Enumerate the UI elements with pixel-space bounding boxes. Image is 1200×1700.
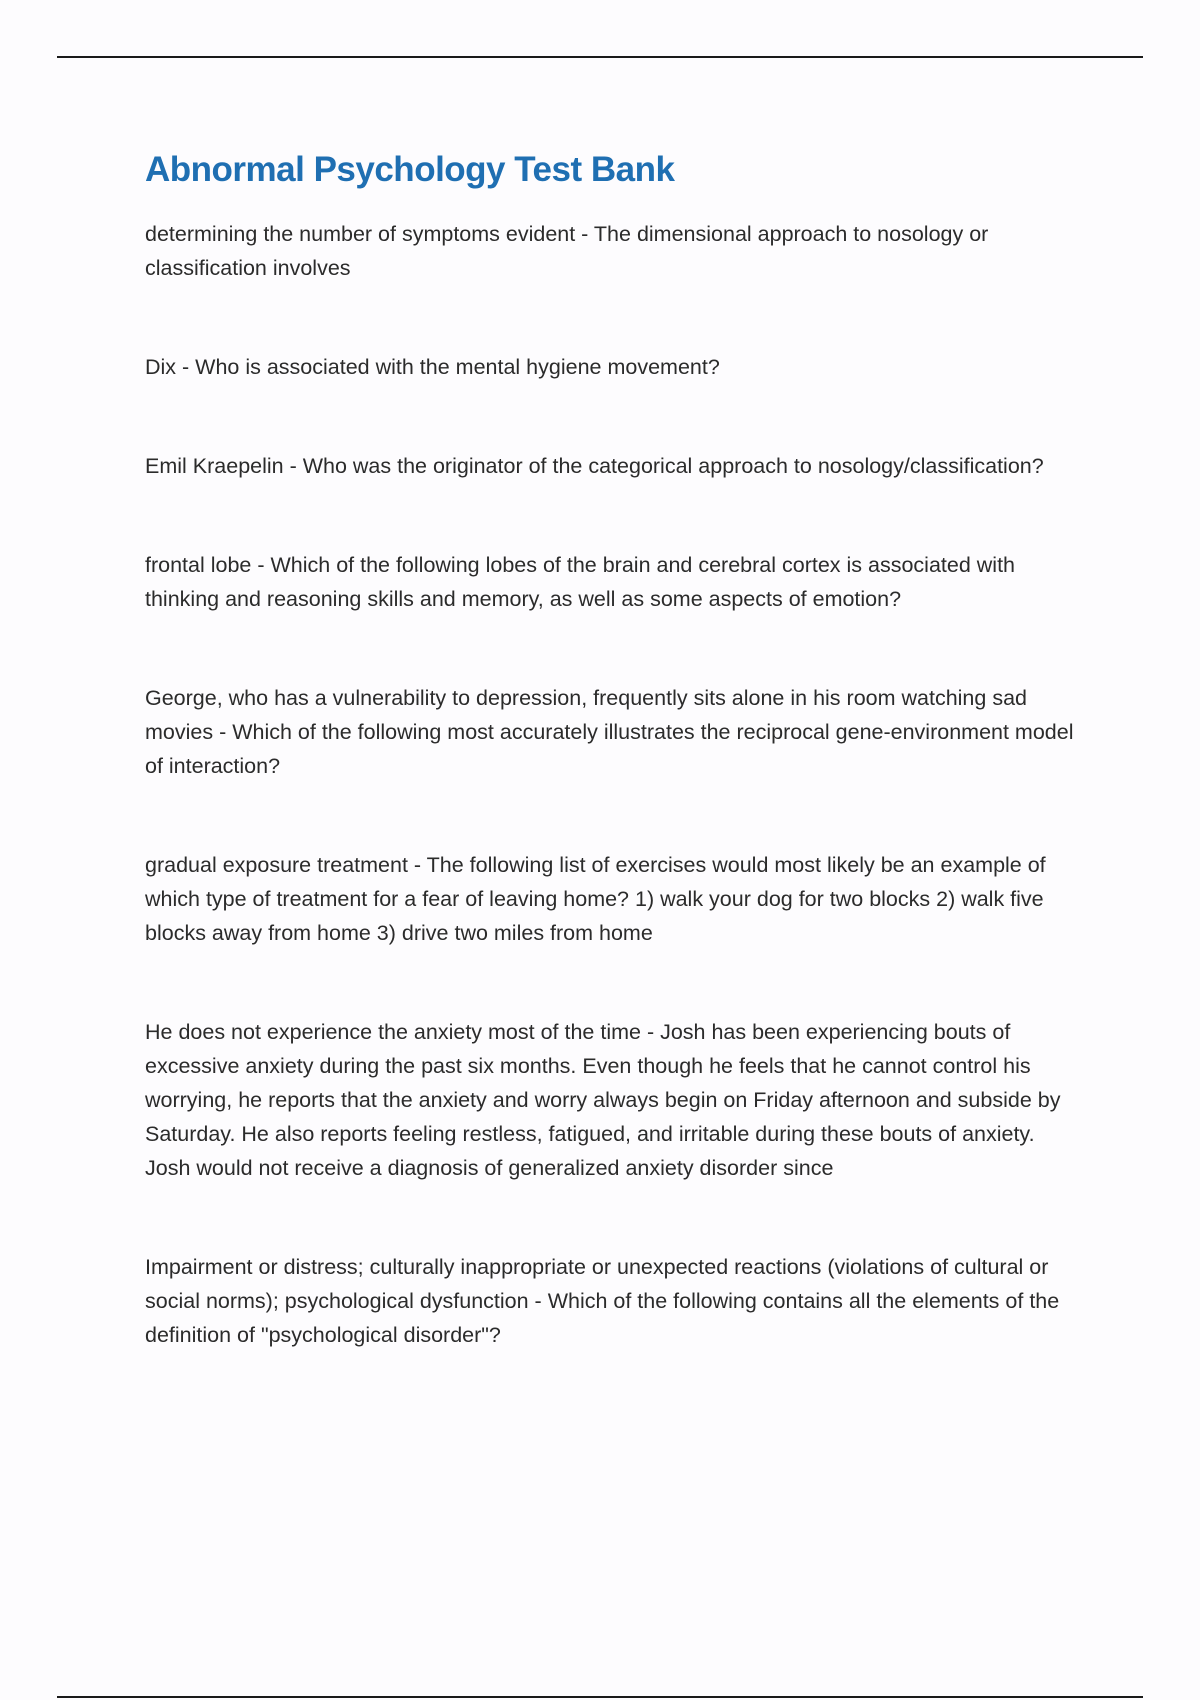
entry-3: Emil Kraepelin - Who was the originator of the categorical approach to nosology/classification?: [145, 454, 1044, 478]
entry-5: George, who has a vulnerability to depression, frequently sits alone in his room watching sad movies - Which of the following most accurately illustrates the reciprocal gene-environment model of interaction?: [145, 686, 1074, 778]
entry-1: determining the number of symptoms evident - The dimensional approach to nosology or classification involves: [145, 222, 989, 280]
entry-4: frontal lobe - Which of the following lobes of the brain and cerebral cortex is associated with thinking and reasoning skills and memory, as well as some aspects of emotion?: [145, 553, 1016, 611]
document-title: Abnormal Psychology Test Bank: [145, 150, 675, 189]
bottom-page-rule: [57, 1696, 1143, 1698]
entry-2: Dix - Who is associated with the mental hygiene movement?: [145, 355, 720, 379]
entry-6: gradual exposure treatment - The following list of exercises would most likely be an example of which type of treatment for a fear of leaving home? 1) walk your dog for two blocks 2) walk five blocks away from home 3) drive two miles from home: [145, 853, 1046, 945]
top-page-rule: [57, 56, 1143, 58]
entry-7: He does not experience the anxiety most of the time - Josh has been experiencing bouts of excessive anxiety during the past six months. Even though he feels that he cannot control his worrying, he reports that the anxiety and worry always begin on Friday afternoon and subside by Saturday. He also reports feeling restless, fatigued, and irritable during these bouts of anxiety. Josh would not receive a diagnosis of generalized anxiety disorder since: [145, 1020, 1061, 1180]
entry-list: [145, 217, 1085, 1417]
entry-8: Impairment or distress; culturally inappropriate or unexpected reactions (violations of cultural or social norms); psychological dysfunction - Which of the following contains all the elements of the definition of "psychological disorder"?: [145, 1255, 1060, 1347]
